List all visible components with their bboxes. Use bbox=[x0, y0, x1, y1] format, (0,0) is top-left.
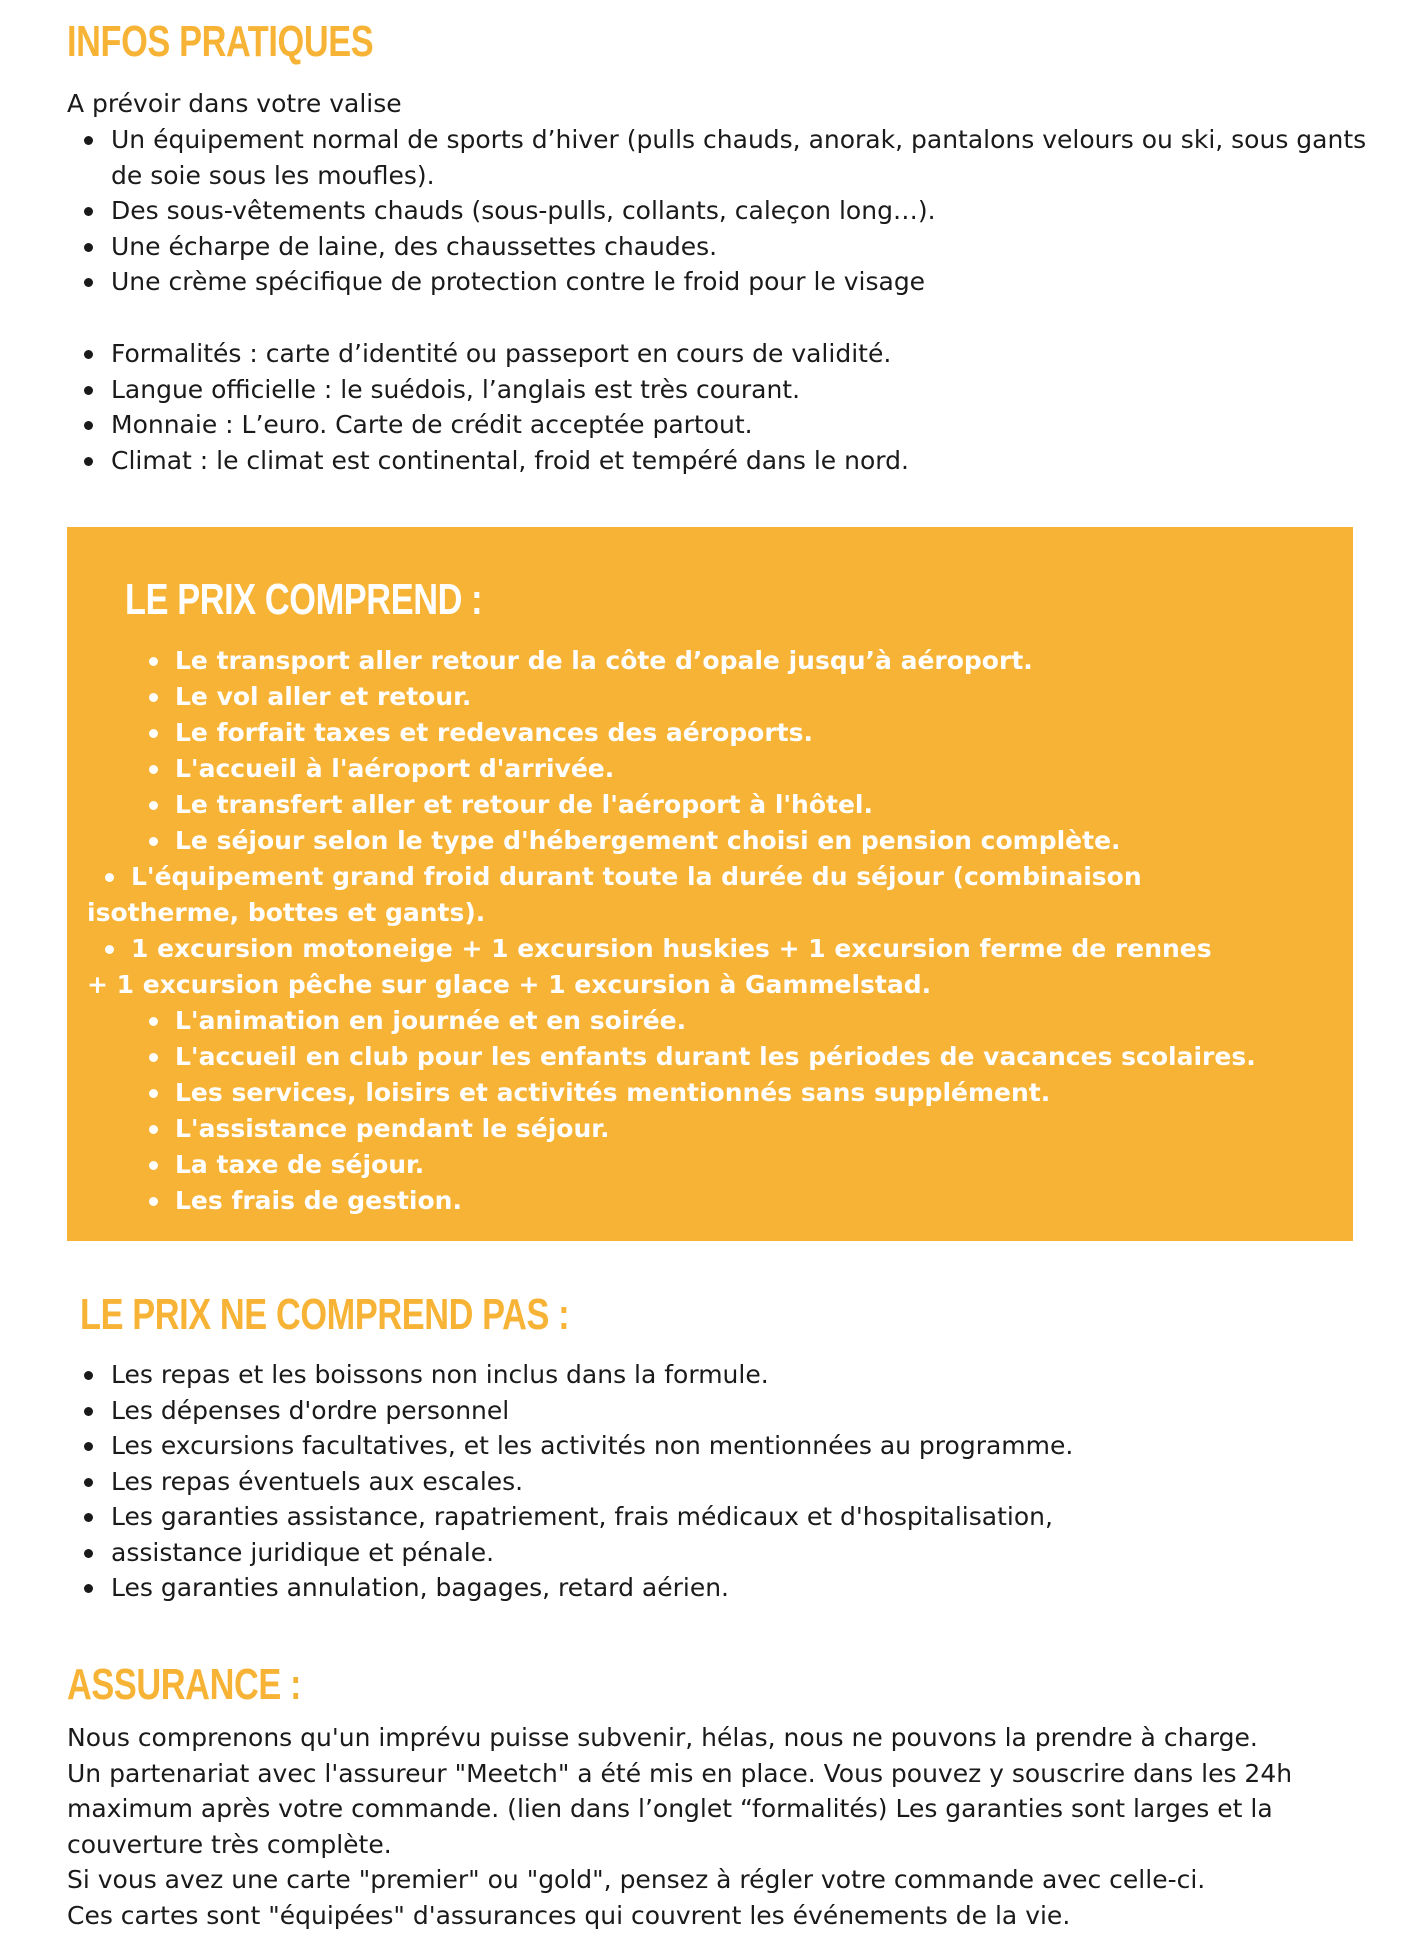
valise-intro: A prévoir dans votre valise bbox=[67, 89, 402, 118]
list-item: Le vol aller et retour. bbox=[131, 679, 1281, 715]
assurance-heading: ASSURANCE : bbox=[67, 1660, 302, 1709]
list-item: Les dépenses d'ordre personnel bbox=[67, 1393, 1367, 1429]
list-item: Langue officielle : le suédois, l’anglais est très courant. bbox=[67, 372, 1367, 408]
list-item: Le transport aller retour de la côte d’opale jusqu’à aéroport. bbox=[131, 643, 1281, 679]
list-item: Le séjour selon le type d'hébergement choisi en pension complète. bbox=[131, 823, 1281, 859]
list-item: Formalités : carte d’identité ou passeport en cours de validité. bbox=[67, 336, 1367, 372]
list-item: Les repas et les boissons non inclus dans la formule. bbox=[67, 1357, 1367, 1393]
list-item: Une crème spécifique de protection contre le froid pour le visage bbox=[67, 264, 1367, 300]
prix-comprend-box bbox=[67, 527, 1353, 1241]
list-item: Les frais de gestion. bbox=[131, 1183, 1281, 1219]
list-item: Le forfait taxes et redevances des aéroports. bbox=[131, 715, 1281, 751]
list-item: L'animation en journée et en soirée. bbox=[131, 1003, 1281, 1039]
list-item: Les repas éventuels aux escales. bbox=[67, 1464, 1367, 1500]
list-item: Les excursions facultatives, et les activités non mentionnées au programme. bbox=[67, 1428, 1367, 1464]
list-item: Les garanties assistance, rapatriement, frais médicaux et d'hospitalisation, bbox=[67, 1499, 1367, 1535]
assurance-paragraph: Nous comprenons qu'un imprévu puisse subvenir, hélas, nous ne pouvons la prendre à charge. Un partenariat avec l'assureur "Meetch" a été mis en place. Vous pouvez y souscrire dans les 24h maximum après votre commande. (lien dans l’onglet “formalités) Les garanties sont larges et la couverture très complète. Si vous avez une carte "premier" ou "gold", pensez à régler votre commande avec celle-ci. Ces cartes sont "équipées" d'assurances qui couvrent les événements de la vie. bbox=[67, 1723, 1293, 1930]
list-item: Des sous-vêtements chauds (sous-pulls, collants, caleçon long…). bbox=[67, 193, 1367, 229]
list-item: Les services, loisirs et activités mentionnés sans supplément. bbox=[131, 1075, 1281, 1111]
valise-list bbox=[67, 122, 1367, 300]
list-item: assistance juridique et pénale. bbox=[67, 1535, 1367, 1571]
prix-comprend-list bbox=[87, 643, 1281, 1219]
infos-pratiques-heading: INFOS PRATIQUES bbox=[67, 17, 374, 66]
list-item: Monnaie : L’euro. Carte de crédit acceptée partout. bbox=[67, 407, 1367, 443]
list-item: L'accueil en club pour les enfants durant les périodes de vacances scolaires. bbox=[131, 1039, 1281, 1075]
list-item: La taxe de séjour. bbox=[131, 1147, 1281, 1183]
list-item: Le transfert aller et retour de l'aéroport à l'hôtel. bbox=[131, 787, 1281, 823]
list-item: Un équipement normal de sports d’hiver (pulls chauds, anorak, pantalons velours ou ski, sous gants de soie sous les moufles). bbox=[67, 122, 1367, 193]
list-item: L'accueil à l'aéroport d'arrivée. bbox=[131, 751, 1281, 787]
general-info-list bbox=[67, 336, 1367, 478]
prix-comprend-heading: LE PRIX COMPREND : bbox=[125, 575, 483, 624]
list-item: 1 excursion motoneige + 1 excursion huskies + 1 excursion ferme de rennes + 1 excursion pêche sur glace + 1 excursion à Gammelstad. bbox=[87, 931, 1227, 1003]
list-item: Une écharpe de laine, des chaussettes chaudes. bbox=[67, 229, 1367, 265]
list-item: L'assistance pendant le séjour. bbox=[131, 1111, 1281, 1147]
list-item: Climat : le climat est continental, froid et tempéré dans le nord. bbox=[67, 443, 1367, 479]
list-item: L'équipement grand froid durant toute la durée du séjour (combinaison isotherme, bottes et gants). bbox=[87, 859, 1147, 931]
list-item: Les garanties annulation, bagages, retard aérien. bbox=[67, 1570, 1367, 1606]
prix-ne-comprend-pas-heading: LE PRIX NE COMPREND PAS : bbox=[80, 1290, 570, 1339]
prix-ne-comprend-pas-list bbox=[67, 1357, 1367, 1606]
